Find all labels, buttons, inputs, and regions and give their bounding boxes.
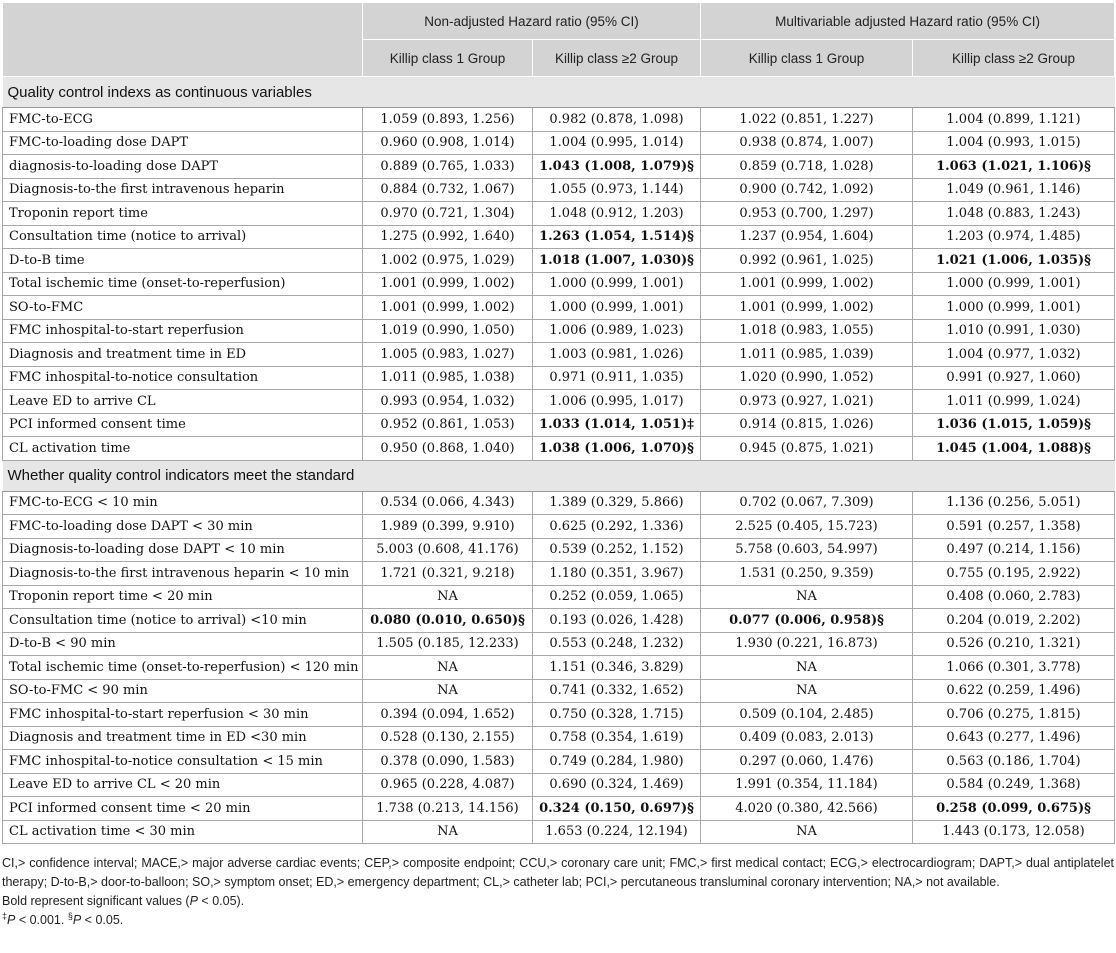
hazard-ratio-cell: 1.011 (0.985, 1.039) xyxy=(701,343,913,367)
row-label: Consultation time (notice to arrival) xyxy=(3,225,363,249)
section-header-row xyxy=(3,460,1115,491)
hazard-ratio-cell: 1.263 (1.054, 1.514)§ xyxy=(533,225,701,249)
table-row xyxy=(3,538,1115,562)
hazard-ratio-cell: 1.048 (0.883, 1.243) xyxy=(913,202,1115,226)
row-label: Total ischemic time (onset-to-reperfusion) < 120 min xyxy=(3,656,363,680)
section-header-row xyxy=(3,77,1115,108)
hazard-ratio-cell: 0.584 (0.249, 1.368) xyxy=(913,773,1115,797)
table-row xyxy=(3,225,1115,249)
row-label: Diagnosis-to-the first intravenous heparin < 10 min xyxy=(3,562,363,586)
hazard-ratio-cell: 1.004 (0.993, 1.015) xyxy=(913,131,1115,155)
hazard-ratio-cell: 1.011 (0.999, 1.024) xyxy=(913,390,1115,414)
hazard-ratio-cell: 1.018 (1.007, 1.030)§ xyxy=(533,249,701,273)
hazard-ratio-cell: 0.755 (0.195, 2.922) xyxy=(913,562,1115,586)
hazard-ratio-cell: 1.989 (0.399, 9.910) xyxy=(363,515,533,539)
row-label: diagnosis-to-loading dose DAPT xyxy=(3,155,363,179)
hazard-ratio-cell: 0.497 (0.214, 1.156) xyxy=(913,538,1115,562)
hazard-ratio-cell: 0.394 (0.094, 1.652) xyxy=(363,703,533,727)
hazard-ratio-cell: NA xyxy=(701,679,913,703)
hazard-ratio-cell: 1.004 (0.899, 1.121) xyxy=(913,108,1115,132)
row-label: Diagnosis and treatment time in ED <30 min xyxy=(3,726,363,750)
section-title: Quality control indexs as continuous variables xyxy=(3,77,1115,108)
table-row xyxy=(3,202,1115,226)
table-row xyxy=(3,319,1115,343)
hazard-ratio-cell: 0.945 (0.875, 1.021) xyxy=(701,437,913,461)
hazard-ratio-cell: 0.900 (0.742, 1.092) xyxy=(701,178,913,202)
hazard-ratio-cell: 0.741 (0.332, 1.652) xyxy=(533,679,701,703)
hazard-ratio-cell: 1.020 (0.990, 1.052) xyxy=(701,366,913,390)
abbreviations-note: CI,> confidence interval; MACE,> major adverse cardiac events; CEP,> composite endpoint; CCU,> coronary care unit; FMC,> first medical contact; ECG,> electrocardiogram; DAPT,> dual antiplatelet therapy; D-to-B,> door-to-balloon; SO,> symptom onset; ED,> emergency department; CL,> catheter lab; PCI,> percutaneous transluminal coronary intervention; NA,> not available. xyxy=(2,856,1114,889)
hazard-ratio-cell: NA xyxy=(363,679,533,703)
table-row xyxy=(3,679,1115,703)
hazard-ratio-cell: 0.539 (0.252, 1.152) xyxy=(533,538,701,562)
row-label: FMC-to-loading dose DAPT xyxy=(3,131,363,155)
hazard-ratio-cell: 1.006 (0.995, 1.017) xyxy=(533,390,701,414)
hazard-ratio-cell: 0.297 (0.060, 1.476) xyxy=(701,750,913,774)
hazard-ratio-cell: NA xyxy=(363,656,533,680)
hazard-ratio-cell: 1.006 (0.989, 1.023) xyxy=(533,319,701,343)
hazard-ratio-cell: 0.971 (0.911, 1.035) xyxy=(533,366,701,390)
hazard-ratio-cell: 1.018 (0.983, 1.055) xyxy=(701,319,913,343)
hazard-ratio-cell: 1.011 (0.985, 1.038) xyxy=(363,366,533,390)
hazard-ratio-cell: NA xyxy=(701,656,913,680)
table-body xyxy=(3,77,1115,844)
hazard-ratio-cell: 1.001 (0.999, 1.002) xyxy=(701,272,913,296)
hazard-ratio-cell: 0.973 (0.927, 1.021) xyxy=(701,390,913,414)
bold-note: Bold represent significant values (P < 0.05). xyxy=(2,894,245,908)
hazard-ratio-cell: 0.965 (0.228, 4.087) xyxy=(363,773,533,797)
row-label: CL activation time xyxy=(3,437,363,461)
table-row xyxy=(3,390,1115,414)
table-row xyxy=(3,343,1115,367)
hazard-ratio-cell: 0.625 (0.292, 1.336) xyxy=(533,515,701,539)
header-nonadjusted: Non-adjusted Hazard ratio (95% CI) xyxy=(363,3,701,40)
hazard-ratio-cell: NA xyxy=(363,585,533,609)
hazard-ratio-cell: 1.004 (0.977, 1.032) xyxy=(913,343,1115,367)
hazard-ratio-cell: 5.758 (0.603, 54.997) xyxy=(701,538,913,562)
hazard-ratio-cell: 1.002 (0.975, 1.029) xyxy=(363,249,533,273)
table-row xyxy=(3,366,1115,390)
hazard-ratio-table xyxy=(2,2,1115,844)
hazard-ratio-cell: 0.914 (0.815, 1.026) xyxy=(701,413,913,437)
hazard-ratio-cell: 0.553 (0.248, 1.232) xyxy=(533,632,701,656)
row-label: Diagnosis-to-loading dose DAPT < 10 min xyxy=(3,538,363,562)
hazard-ratio-cell: 4.020 (0.380, 42.566) xyxy=(701,797,913,821)
hazard-ratio-cell: 0.408 (0.060, 2.783) xyxy=(913,585,1115,609)
hazard-ratio-cell: 0.950 (0.868, 1.040) xyxy=(363,437,533,461)
hazard-ratio-cell: 1.036 (1.015, 1.059)§ xyxy=(913,413,1115,437)
hazard-ratio-cell: 1.531 (0.250, 9.359) xyxy=(701,562,913,586)
hazard-ratio-cell: 1.001 (0.999, 1.002) xyxy=(363,272,533,296)
row-label: PCI informed consent time xyxy=(3,413,363,437)
row-label: FMC inhospital-to-notice consultation < 15 min xyxy=(3,750,363,774)
hazard-ratio-cell: 1.000 (0.999, 1.001) xyxy=(913,296,1115,320)
table-row xyxy=(3,797,1115,821)
hazard-ratio-cell: 0.643 (0.277, 1.496) xyxy=(913,726,1115,750)
row-label: FMC-to-ECG xyxy=(3,108,363,132)
hazard-ratio-cell: 1.389 (0.329, 5.866) xyxy=(533,491,701,515)
table-row xyxy=(3,249,1115,273)
hazard-ratio-cell: 0.690 (0.324, 1.469) xyxy=(533,773,701,797)
hazard-ratio-cell: 1.019 (0.990, 1.050) xyxy=(363,319,533,343)
row-label: FMC inhospital-to-start reperfusion xyxy=(3,319,363,343)
hazard-ratio-cell: 0.702 (0.067, 7.309) xyxy=(701,491,913,515)
hazard-ratio-cell: 1.010 (0.991, 1.030) xyxy=(913,319,1115,343)
row-label: Troponin report time xyxy=(3,202,363,226)
hazard-ratio-cell: 1.000 (0.999, 1.001) xyxy=(533,296,701,320)
hazard-ratio-cell: 1.738 (0.213, 14.156) xyxy=(363,797,533,821)
hazard-ratio-cell: 1.045 (1.004, 1.088)§ xyxy=(913,437,1115,461)
hazard-ratio-cell: 0.591 (0.257, 1.358) xyxy=(913,515,1115,539)
row-label: FMC-to-loading dose DAPT < 30 min xyxy=(3,515,363,539)
table-row xyxy=(3,413,1115,437)
hazard-ratio-cell: 0.378 (0.090, 1.583) xyxy=(363,750,533,774)
header-nonadjusted-killip2: Killip class ≥2 Group xyxy=(533,40,701,77)
hazard-ratio-cell: 0.859 (0.718, 1.028) xyxy=(701,155,913,179)
row-label: Consultation time (notice to arrival) <10 min xyxy=(3,609,363,633)
hazard-ratio-cell: 0.960 (0.908, 1.014) xyxy=(363,131,533,155)
significance-note: ‡P < 0.001. §P < 0.05. xyxy=(2,910,124,927)
table-row xyxy=(3,773,1115,797)
hazard-ratio-cell: 0.534 (0.066, 4.343) xyxy=(363,491,533,515)
row-label: Diagnosis and treatment time in ED xyxy=(3,343,363,367)
hazard-ratio-cell: 1.136 (0.256, 5.051) xyxy=(913,491,1115,515)
hazard-ratio-cell: 1.151 (0.346, 3.829) xyxy=(533,656,701,680)
row-label: PCI informed consent time < 20 min xyxy=(3,797,363,821)
hazard-ratio-cell: 0.563 (0.186, 1.704) xyxy=(913,750,1115,774)
hazard-ratio-cell: 1.066 (0.301, 3.778) xyxy=(913,656,1115,680)
hazard-ratio-cell: 0.528 (0.130, 2.155) xyxy=(363,726,533,750)
hazard-ratio-cell: 1.001 (0.999, 1.002) xyxy=(701,296,913,320)
hazard-ratio-cell: 1.930 (0.221, 16.873) xyxy=(701,632,913,656)
hazard-ratio-cell: 0.749 (0.284, 1.980) xyxy=(533,750,701,774)
hazard-ratio-cell: 0.884 (0.732, 1.067) xyxy=(363,178,533,202)
hazard-ratio-cell: 0.706 (0.275, 1.815) xyxy=(913,703,1115,727)
hazard-ratio-cell: 0.992 (0.961, 1.025) xyxy=(701,249,913,273)
table-row xyxy=(3,178,1115,202)
hazard-ratio-cell: 0.889 (0.765, 1.033) xyxy=(363,155,533,179)
hazard-ratio-cell: 0.509 (0.104, 2.485) xyxy=(701,703,913,727)
hazard-ratio-cell: 0.938 (0.874, 1.007) xyxy=(701,131,913,155)
hazard-ratio-cell: 1.443 (0.173, 12.058) xyxy=(913,820,1115,844)
page xyxy=(2,2,1114,930)
row-label: SO-to-FMC < 90 min xyxy=(3,679,363,703)
hazard-ratio-cell: 1.033 (1.014, 1.051)‡ xyxy=(533,413,701,437)
table-row xyxy=(3,726,1115,750)
hazard-ratio-cell: 1.721 (0.321, 9.218) xyxy=(363,562,533,586)
row-label: Total ischemic time (onset-to-reperfusion) xyxy=(3,272,363,296)
section-title: Whether quality control indicators meet the standard xyxy=(3,460,1115,491)
hazard-ratio-cell: NA xyxy=(701,585,913,609)
hazard-ratio-cell: 0.953 (0.700, 1.297) xyxy=(701,202,913,226)
table-row xyxy=(3,491,1115,515)
hazard-ratio-cell: 2.525 (0.405, 15.723) xyxy=(701,515,913,539)
row-label: Troponin report time < 20 min xyxy=(3,585,363,609)
header-adjusted: Multivariable adjusted Hazard ratio (95% CI) xyxy=(701,3,1115,40)
hazard-ratio-cell: 1.038 (1.006, 1.070)§ xyxy=(533,437,701,461)
hazard-ratio-cell: 0.526 (0.210, 1.321) xyxy=(913,632,1115,656)
hazard-ratio-cell: 0.952 (0.861, 1.053) xyxy=(363,413,533,437)
row-label: D-to-B time xyxy=(3,249,363,273)
table-row xyxy=(3,296,1115,320)
hazard-ratio-cell: 5.003 (0.608, 41.176) xyxy=(363,538,533,562)
table-row xyxy=(3,155,1115,179)
hazard-ratio-cell: 0.970 (0.721, 1.304) xyxy=(363,202,533,226)
table-row xyxy=(3,750,1115,774)
row-label: Diagnosis-to-the first intravenous heparin xyxy=(3,178,363,202)
table-footnotes xyxy=(2,854,1114,930)
table-row xyxy=(3,108,1115,132)
table-row xyxy=(3,632,1115,656)
table-row xyxy=(3,820,1115,844)
hazard-ratio-cell: 0.258 (0.099, 0.675)§ xyxy=(913,797,1115,821)
hazard-ratio-cell: 1.055 (0.973, 1.144) xyxy=(533,178,701,202)
table-row xyxy=(3,437,1115,461)
hazard-ratio-cell: 0.409 (0.083, 2.013) xyxy=(701,726,913,750)
hazard-ratio-cell: 1.059 (0.893, 1.256) xyxy=(363,108,533,132)
table-row xyxy=(3,562,1115,586)
hazard-ratio-cell: 1.022 (0.851, 1.227) xyxy=(701,108,913,132)
hazard-ratio-cell: 1.005 (0.983, 1.027) xyxy=(363,343,533,367)
row-label: Leave ED to arrive CL < 20 min xyxy=(3,773,363,797)
hazard-ratio-cell: 1.000 (0.999, 1.001) xyxy=(913,272,1115,296)
hazard-ratio-cell: 0.622 (0.259, 1.496) xyxy=(913,679,1115,703)
hazard-ratio-cell: 0.252 (0.059, 1.065) xyxy=(533,585,701,609)
table-row xyxy=(3,656,1115,680)
hazard-ratio-cell: 1.237 (0.954, 1.604) xyxy=(701,225,913,249)
hazard-ratio-cell: 0.077 (0.006, 0.958)§ xyxy=(701,609,913,633)
hazard-ratio-cell: 1.021 (1.006, 1.035)§ xyxy=(913,249,1115,273)
table-header xyxy=(3,3,1115,77)
hazard-ratio-cell: 0.758 (0.354, 1.619) xyxy=(533,726,701,750)
hazard-ratio-cell: 1.063 (1.021, 1.106)§ xyxy=(913,155,1115,179)
table-row xyxy=(3,272,1115,296)
hazard-ratio-cell: 0.080 (0.010, 0.650)§ xyxy=(363,609,533,633)
header-nonadjusted-killip1: Killip class 1 Group xyxy=(363,40,533,77)
hazard-ratio-cell: 1.048 (0.912, 1.203) xyxy=(533,202,701,226)
hazard-ratio-cell: 1.049 (0.961, 1.146) xyxy=(913,178,1115,202)
table-row xyxy=(3,515,1115,539)
hazard-ratio-cell: 1.203 (0.974, 1.485) xyxy=(913,225,1115,249)
row-label: FMC inhospital-to-notice consultation xyxy=(3,366,363,390)
row-label: CL activation time < 30 min xyxy=(3,820,363,844)
row-label: Leave ED to arrive CL xyxy=(3,390,363,414)
header-adjusted-killip2: Killip class ≥2 Group xyxy=(913,40,1115,77)
hazard-ratio-cell: 0.991 (0.927, 1.060) xyxy=(913,366,1115,390)
header-adjusted-killip1: Killip class 1 Group xyxy=(701,40,913,77)
hazard-ratio-cell: 0.204 (0.019, 2.202) xyxy=(913,609,1115,633)
hazard-ratio-cell: 0.193 (0.026, 1.428) xyxy=(533,609,701,633)
table-row xyxy=(3,585,1115,609)
hazard-ratio-cell: 0.993 (0.954, 1.032) xyxy=(363,390,533,414)
hazard-ratio-cell: 0.982 (0.878, 1.098) xyxy=(533,108,701,132)
hazard-ratio-cell: 1.004 (0.995, 1.014) xyxy=(533,131,701,155)
hazard-ratio-cell: 1.000 (0.999, 1.001) xyxy=(533,272,701,296)
row-label: FMC inhospital-to-start reperfusion < 30 min xyxy=(3,703,363,727)
row-label: D-to-B < 90 min xyxy=(3,632,363,656)
hazard-ratio-cell: 1.505 (0.185, 12.233) xyxy=(363,632,533,656)
table-row xyxy=(3,609,1115,633)
hazard-ratio-cell: NA xyxy=(363,820,533,844)
hazard-ratio-cell: 1.180 (0.351, 3.967) xyxy=(533,562,701,586)
hazard-ratio-cell: 1.991 (0.354, 11.184) xyxy=(701,773,913,797)
hazard-ratio-cell: 1.653 (0.224, 12.194) xyxy=(533,820,701,844)
hazard-ratio-cell: 0.324 (0.150, 0.697)§ xyxy=(533,797,701,821)
hazard-ratio-cell: 0.750 (0.328, 1.715) xyxy=(533,703,701,727)
table-row xyxy=(3,131,1115,155)
hazard-ratio-cell: 1.003 (0.981, 1.026) xyxy=(533,343,701,367)
hazard-ratio-cell: NA xyxy=(701,820,913,844)
hazard-ratio-cell: 1.275 (0.992, 1.640) xyxy=(363,225,533,249)
row-label: FMC-to-ECG < 10 min xyxy=(3,491,363,515)
row-label: SO-to-FMC xyxy=(3,296,363,320)
hazard-ratio-cell: 1.043 (1.008, 1.079)§ xyxy=(533,155,701,179)
hazard-ratio-cell: 1.001 (0.999, 1.002) xyxy=(363,296,533,320)
table-row xyxy=(3,703,1115,727)
header-corner-cell xyxy=(3,3,363,77)
